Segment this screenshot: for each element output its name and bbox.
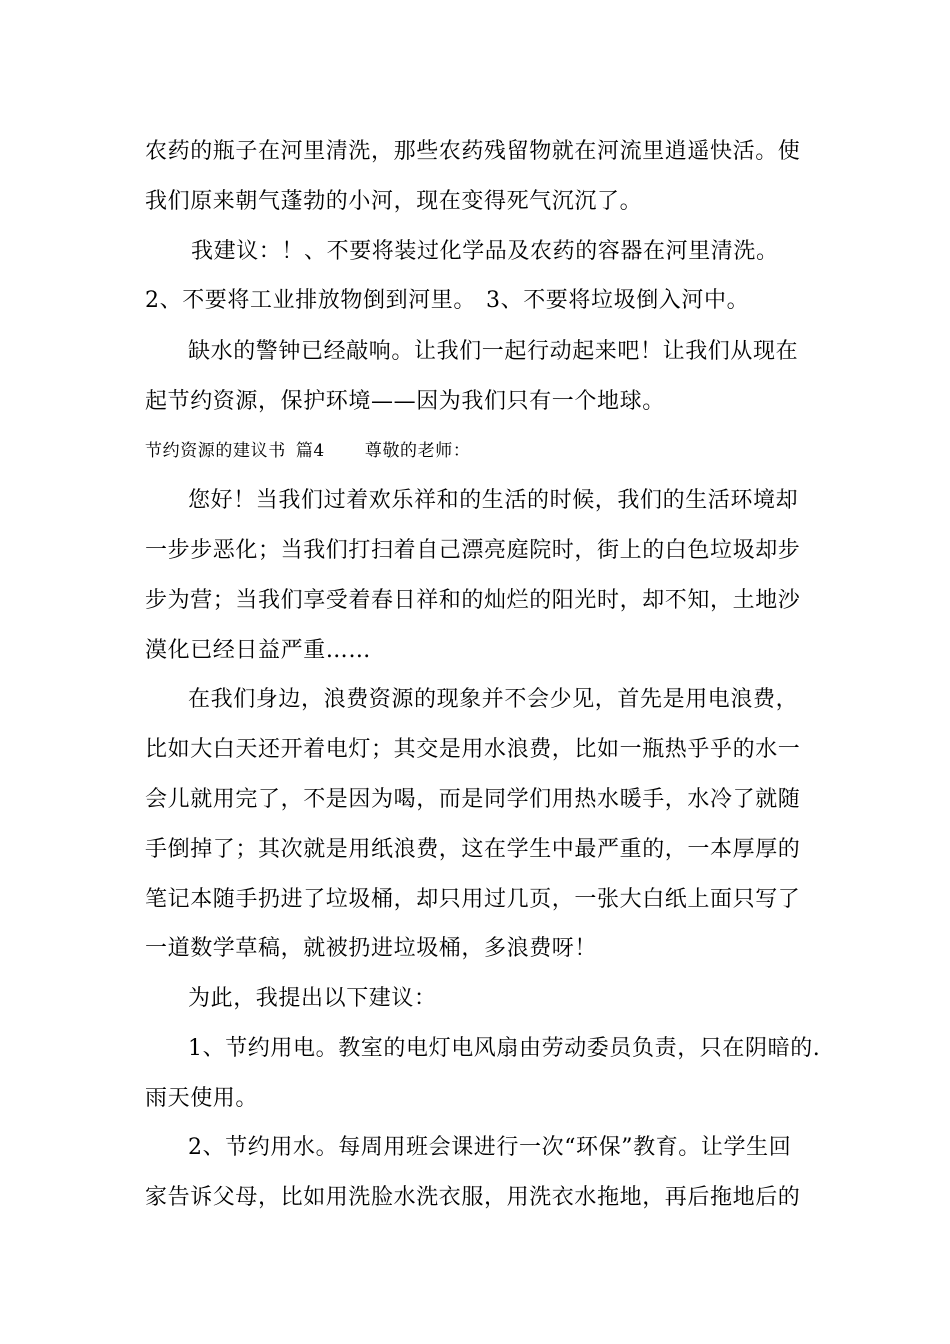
paragraph-line: 为此，我提出以下建议： <box>188 986 437 1011</box>
paragraph-line: 您好！当我们过着欢乐祥和的生活的时候，我们的生活环境却 <box>188 488 799 513</box>
section-heading <box>145 436 815 466</box>
paragraph-line <box>145 286 815 316</box>
paragraph-line: 缺水的警钟已经敲响。让我们一起行动起来吧！让我们从现在 <box>188 339 799 364</box>
paragraph-line: 一步步恶化；当我们打扫着自己漂亮庭院时，街上的白色垃圾却步 <box>145 538 801 563</box>
paragraph-line: 雨天使用。 <box>145 1086 259 1111</box>
paragraph-line: 一道数学草稿，就被扔进垃圾桶，多浪费呀！ <box>145 936 598 961</box>
heading-title: 节约资源的建议书 <box>145 441 286 461</box>
paragraph-line: 漠化已经日益严重…… <box>145 638 372 663</box>
paragraph-line: 我建议：！、不要将装过化学品及农药的容器在河里清洗。 <box>191 239 779 264</box>
paragraph-line: 我们原来朝气蓬勃的小河，现在变得死气沉沉了。 <box>145 189 643 214</box>
paragraph-line: 步为营；当我们享受着春日祥和的灿烂的阳光时，却不知，土地沙 <box>145 588 801 613</box>
paragraph-line: 1、节约用电。教室的电灯电风扇由劳动委员负责，只在阴暗的. <box>188 1036 821 1061</box>
paragraph-line: 农药的瓶子在河里清洗，那些农药残留物就在河流里逍遥快活。使 <box>145 139 801 164</box>
paragraph-line: 会儿就用完了，不是因为喝，而是同学们用热水暖手，水冷了就随 <box>145 787 801 812</box>
paragraph-line: 2、节约用水。每周用班会课进行一次“环保”教育。让学生回 <box>188 1135 792 1160</box>
salutation: 尊敬的老师： <box>364 441 471 461</box>
paragraph-line: 笔记本随手扔进了垃圾桶，却只用过几页，一张大白纸上面只写了 <box>145 887 801 912</box>
paragraph-line: 家告诉父母，比如用洗脸水洗衣服，用洗衣水拖地，再后拖地后的 <box>145 1185 801 1210</box>
paragraph-line: 比如大白天还开着电灯；其交是用水浪费，比如一瓶热乎乎的水一 <box>145 737 801 762</box>
paragraph-line: 手倒掉了；其次就是用纸浪费，这在学生中最严重的，一本厚厚的 <box>145 837 801 862</box>
suggestion-2: 2、不要将工业排放物倒到河里。 <box>145 288 476 313</box>
paragraph-line: 在我们身边，浪费资源的现象并不会少见，首先是用电浪费， <box>188 687 799 712</box>
paragraph-line: 起节约资源，保护环境——因为我们只有一个地球。 <box>145 389 665 414</box>
suggestion-3: 3、不要将垃圾倒入河中。 <box>486 288 750 313</box>
heading-part: 篇4 <box>295 441 325 461</box>
